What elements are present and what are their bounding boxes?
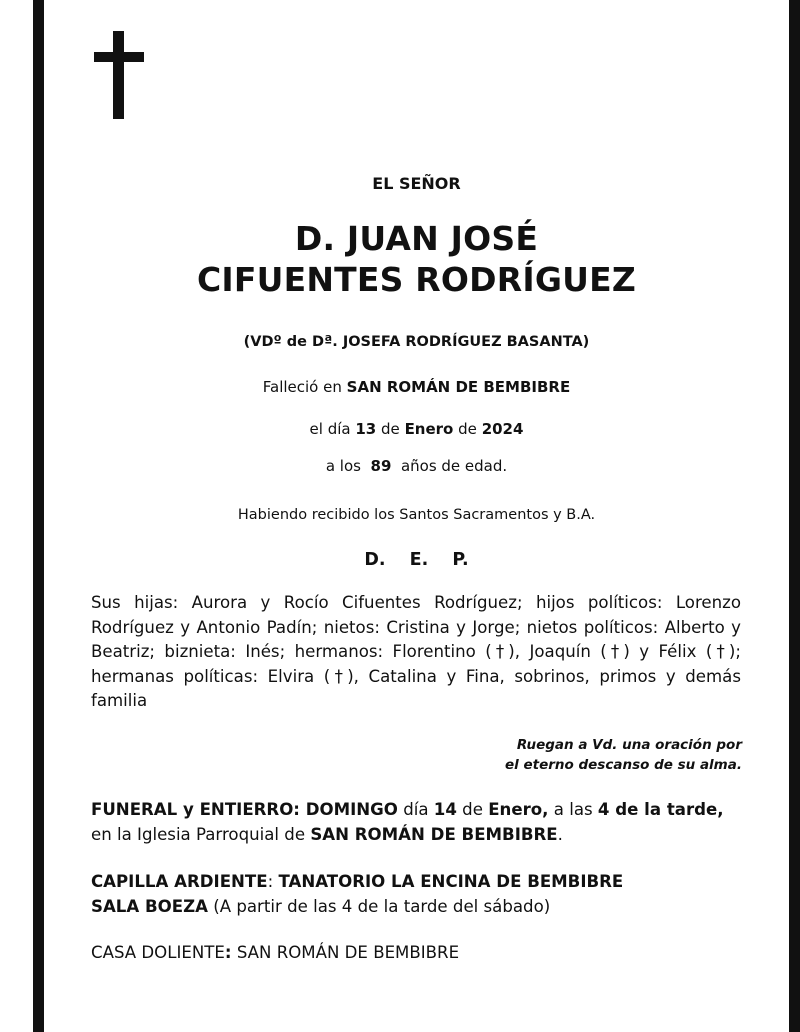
death-date: el día 13 de Enero de 2024 [309, 420, 524, 438]
dep-heading: D. E. P. [364, 550, 469, 570]
mourning-house: CASA DOLIENTE: SAN ROMÁN DE BEMBIBRE [91, 943, 460, 962]
deceased-name-line2: CIFUENTES RODRÍGUEZ [196, 260, 636, 299]
sacraments-line: Habiendo recibido los Santos Sacramentos y B.A. [237, 507, 596, 523]
left-border [33, 0, 44, 1032]
death-place-name: SAN ROMÁN DE BEMBIBRE [346, 378, 571, 396]
chapel-info: CAPILLA ARDIENTE: TANATORIO LA ENCINA DE BEMBIBRE SALA BOEZA (A partir de las 4 de la tarde del sábado) [91, 872, 624, 916]
cross-icon [94, 31, 144, 119]
death-place: Falleció en SAN ROMÁN DE BEMBIBRE [262, 378, 571, 396]
widow-of: (VDº de Dª. JOSEFA RODRÍGUEZ BASANTA) [243, 334, 590, 350]
deceased-name-line1: D. JUAN JOSÉ [294, 219, 539, 258]
family-paragraph: Sus hijas: Aurora y Rocío Cifuentes Rodríguez; hijos políticos: Lorenzo Rodríguez y Antonio Padín; nietos: Cristina y Jorge; nietos políticos: Alberto y Beatriz; biznieta: Inés; hermanos: Florentino (†), Joaquín (†) y Félix (†); hermanas políticas: Elvira (†), Catalina y Fina, sobrinos, primos y demás familia [91, 593, 741, 710]
notice-title: EL SEÑOR [372, 174, 461, 193]
prayer-request: Ruegan a Vd. una oración por el eterno descanso de su alma. [505, 737, 742, 773]
age: a los 89 años de edad. [325, 457, 508, 475]
funeral-info: FUNERAL y ENTIERRO: DOMINGO día 14 de Enero, a las 4 de la tarde, en la Iglesia Parroquial de SAN ROMÁN DE BEMBIBRE. [91, 800, 724, 844]
deceased-name [44, 218, 789, 300]
right-border [789, 0, 800, 1032]
